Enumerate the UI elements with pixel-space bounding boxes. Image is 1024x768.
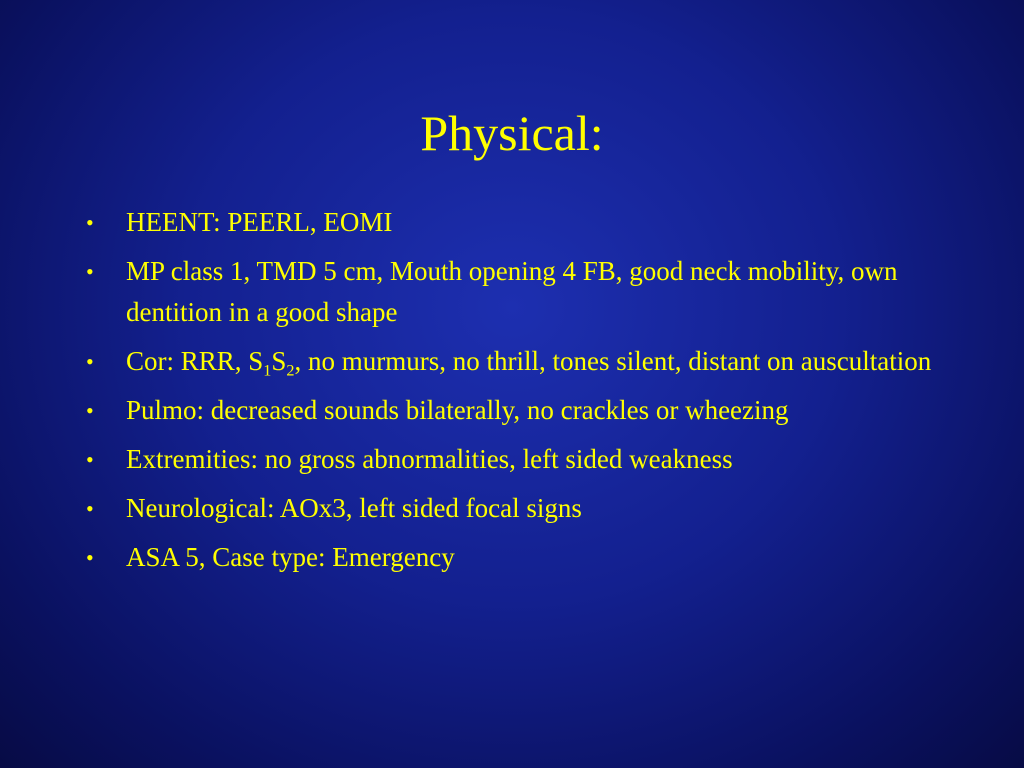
- bullet-icon: •: [86, 545, 94, 570]
- list-item: [86, 390, 946, 431]
- cor-suffix: , no murmurs, no thrill, tones silent, distant on auscultation: [294, 346, 932, 376]
- list-item-text: Extremities: no gross abnormalities, left sided weakness: [126, 444, 733, 474]
- bullet-icon: •: [86, 447, 94, 472]
- list-item-text: [126, 346, 932, 380]
- list-item-text: ASA 5, Case type: Emergency: [126, 542, 455, 572]
- list-item-text: Pulmo: decreased sounds bilaterally, no crackles or wheezing: [126, 395, 789, 425]
- list-item-text: Neurological: AOx3, left sided focal signs: [126, 493, 582, 523]
- list-item: [86, 341, 946, 382]
- s2-subscript: 2: [286, 361, 295, 380]
- cor-prefix: Cor: RRR, S: [126, 346, 264, 376]
- list-item: [86, 439, 946, 480]
- bullet-icon: •: [86, 349, 94, 374]
- list-item-text: HEENT: PEERL, EOMI: [126, 207, 393, 237]
- slide-title: Physical:: [420, 105, 604, 161]
- list-item-text: MP class 1, TMD 5 cm, Mouth opening 4 FB, good neck mobility, own dentition in a good shape: [126, 256, 898, 327]
- cor-mid: S: [271, 346, 287, 376]
- bullet-icon: •: [86, 259, 94, 284]
- s1-subscript: 1: [263, 361, 272, 380]
- list-item: [86, 488, 946, 529]
- list-item: [86, 202, 946, 243]
- list-item: [86, 251, 946, 333]
- list-item: [86, 537, 946, 578]
- bullet-icon: •: [86, 496, 94, 521]
- bullet-icon: •: [86, 398, 94, 423]
- bullet-list: [86, 202, 946, 586]
- bullet-icon: •: [86, 210, 94, 235]
